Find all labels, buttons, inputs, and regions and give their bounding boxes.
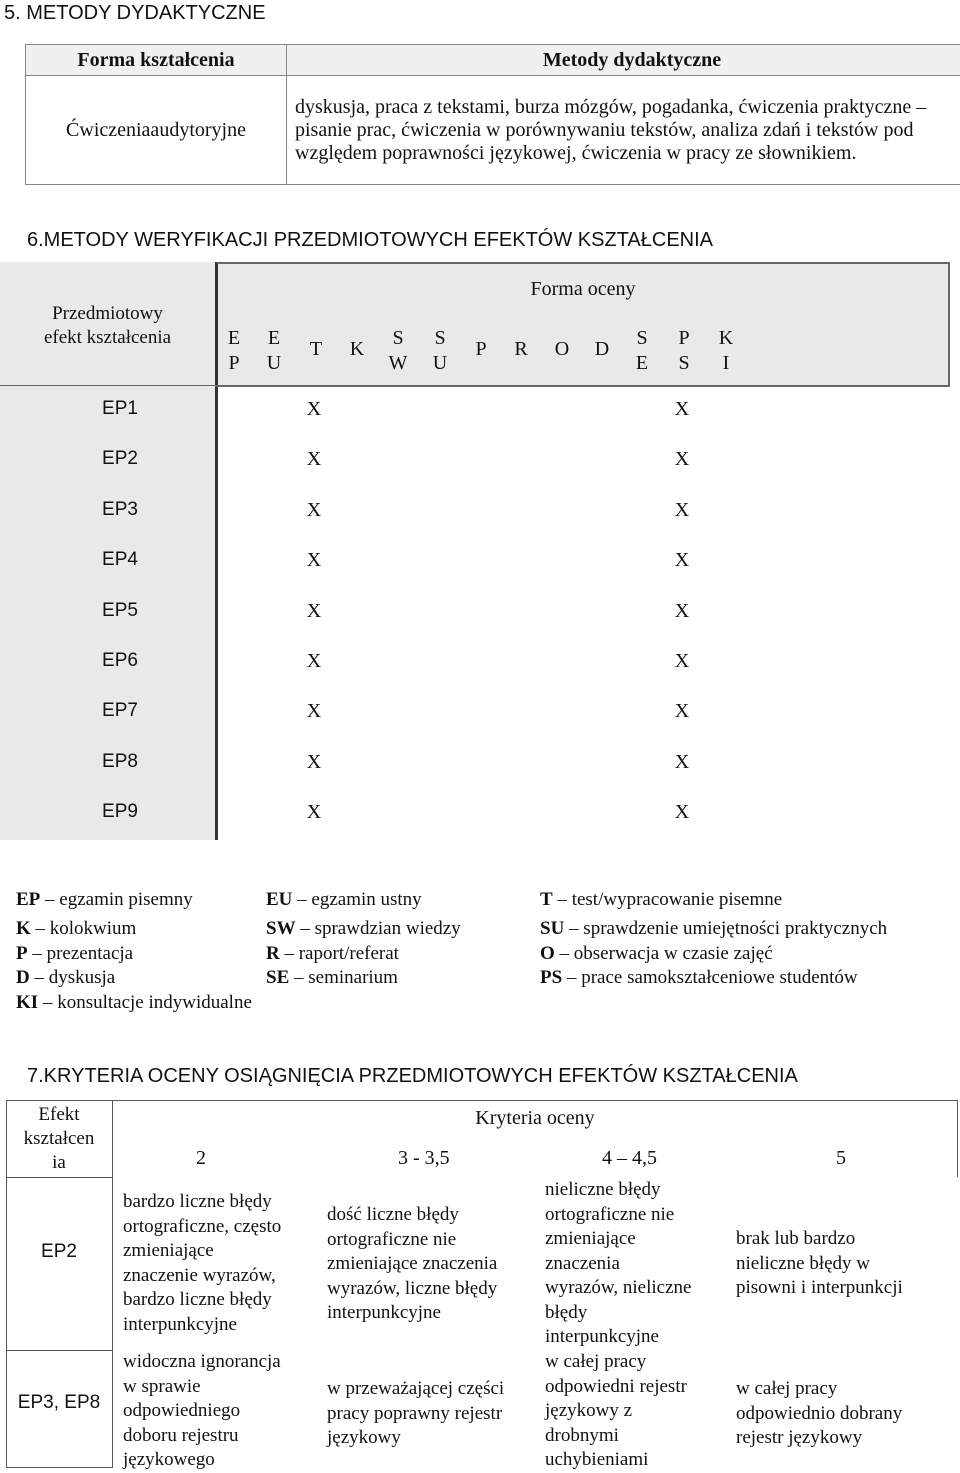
header-top-line bbox=[217, 262, 950, 264]
criteria-cell: w przeważającej części pracy poprawny rejestr językowy bbox=[327, 1378, 505, 1448]
mark-x: X bbox=[306, 549, 322, 572]
mark-x: X bbox=[306, 750, 322, 773]
methods-cell: dyskusja, praca z tekstami, burza mózgów, pogadanka, ćwiczenia praktyczne – pisanie prac, ćwiczenia w porównywaniu tekstów, analiza zdań i tekstów pod względem poprawności językowej, ćwiczenia w pracy ze słownikiem. bbox=[287, 76, 960, 185]
column-header: K bbox=[349, 338, 365, 360]
effect-label: EP4 bbox=[102, 549, 138, 571]
header-methods: Metody dydaktyczne bbox=[287, 45, 960, 76]
section-5-title: 5. METODY DYDAKTYCZNE bbox=[4, 2, 266, 24]
criteria-cell: nieliczne błędy ortograficzne nie zmieniające znaczenia wyrazów, nieliczne błędy interpunkcyjne bbox=[545, 1179, 692, 1347]
mark-x: X bbox=[674, 650, 690, 672]
legend-item: SE – seminarium bbox=[266, 967, 398, 988]
mark-x: X bbox=[674, 700, 690, 723]
column-header: K I bbox=[718, 327, 734, 374]
mark-x: X bbox=[674, 549, 690, 572]
forma-oceny-header: Forma oceny bbox=[530, 278, 636, 300]
effect-header: Efekt kształcen ia bbox=[23, 1104, 95, 1173]
effect-label: EP2 bbox=[102, 448, 138, 470]
effect-label: EP9 bbox=[102, 801, 138, 823]
effect-label: EP5 bbox=[102, 599, 138, 621]
column-header: S U bbox=[432, 327, 448, 374]
column-header: S E bbox=[635, 327, 649, 374]
verification-methods-table bbox=[0, 262, 960, 840]
mark-x: X bbox=[306, 801, 322, 824]
criteria-cell: w całej pracy odpowiedni rejestr językowy z drobnymi uchybieniami bbox=[545, 1351, 687, 1470]
legend-item: EP – egzamin pisemny bbox=[16, 889, 193, 910]
effect-header: Przedmiotowy efekt kształcenia bbox=[43, 303, 172, 348]
form-cell: Ćwiczeniaaudytoryjne bbox=[26, 76, 287, 185]
grade-3: 3 - 3,5 bbox=[398, 1147, 450, 1169]
vertical-divider bbox=[215, 262, 218, 840]
column-header: T bbox=[309, 338, 323, 360]
criteria-cell: dość liczne błędy ortograficzne nie zmieniające znaczenia wyrazów, liczne błędy interpunkcyjne bbox=[327, 1204, 498, 1323]
mark-x: X bbox=[306, 599, 322, 622]
mark-x: X bbox=[306, 448, 322, 471]
header-form: Forma kształcenia bbox=[26, 45, 287, 76]
mark-x: X bbox=[306, 700, 322, 723]
mark-x: X bbox=[674, 599, 690, 622]
legend-item: R – raport/referat bbox=[266, 943, 399, 964]
section-7-title: 7.KRYTERIA OCENY OSIĄGNIĘCIA PRZEDMIOTOWYCH EFEKTÓW KSZTAŁCENIA bbox=[27, 1065, 798, 1087]
effect-label: EP1 bbox=[102, 398, 138, 419]
mark-x: X bbox=[674, 801, 690, 824]
column-header: R bbox=[514, 338, 528, 360]
criteria-cell: bardzo liczne błędy ortograficzne, często zmieniające znaczenie wyrazów, bardzo liczne błędy interpunkcyjne bbox=[123, 1191, 282, 1335]
effect-label: EP6 bbox=[102, 650, 138, 671]
effect-label: EP8 bbox=[102, 750, 138, 772]
mark-x: X bbox=[674, 448, 690, 471]
legend-item: D – dyskusja bbox=[16, 967, 116, 988]
criteria-effect-ep2: EP2 bbox=[41, 1241, 77, 1262]
column-header: S W bbox=[388, 327, 408, 374]
legend-item: P – prezentacja bbox=[16, 943, 134, 964]
mark-x: X bbox=[674, 398, 690, 420]
legend-item: O – obserwacja w czasie zajęć bbox=[540, 943, 773, 964]
column-header: D bbox=[594, 338, 610, 360]
mark-x: X bbox=[674, 498, 690, 521]
mark-x: X bbox=[306, 398, 322, 420]
criteria-effect-ep3-ep8: EP3, EP8 bbox=[17, 1392, 101, 1413]
section-6-title: 6.METODY WERYFIKACJI PRZEDMIOTOWYCH EFEKTÓW KSZTAŁCENIA bbox=[27, 229, 714, 251]
mark-x: X bbox=[674, 750, 690, 773]
mark-x: X bbox=[306, 650, 322, 672]
legend-item: EU – egzamin ustny bbox=[266, 889, 422, 910]
column-header: O bbox=[554, 338, 570, 360]
column-header: E P bbox=[227, 327, 241, 374]
header-right-line bbox=[948, 262, 950, 386]
legend-item: T – test/wypracowanie pisemne bbox=[540, 889, 783, 910]
legend-item: SW – sprawdzian wiedzy bbox=[266, 918, 461, 939]
column-header: P S bbox=[678, 327, 690, 374]
effect-label: EP7 bbox=[102, 700, 138, 722]
legend-item: PS – prace samokształceniowe studentów bbox=[540, 967, 858, 988]
grade-5: 5 bbox=[836, 1147, 846, 1169]
criteria-cell: w całej pracy odpowiednio dobrany rejestr językowy bbox=[736, 1378, 903, 1448]
column-header: E U bbox=[266, 327, 282, 374]
effect-label: EP3 bbox=[102, 498, 138, 520]
criteria-cell: widoczna ignorancja w sprawie odpowiedniego doboru rejestru językowego bbox=[123, 1351, 281, 1470]
criteria-cell: brak lub bardzo nieliczne błędy w pisowni i interpunkcji bbox=[736, 1228, 903, 1298]
mark-x: X bbox=[306, 498, 322, 521]
grade-2: 2 bbox=[196, 1147, 206, 1169]
legend-item: K – kolokwium bbox=[16, 918, 137, 939]
legend-item: SU – sprawdzenie umiejętności praktycznych bbox=[540, 918, 888, 939]
criteria-table bbox=[6, 1100, 958, 1468]
teaching-methods-table bbox=[25, 44, 960, 185]
column-header: P bbox=[475, 338, 487, 360]
criteria-header: Kryteria oceny bbox=[475, 1107, 595, 1129]
grade-4: 4 – 4,5 bbox=[602, 1147, 657, 1169]
legend-item: KI – konsultacje indywidualne bbox=[16, 992, 252, 1013]
